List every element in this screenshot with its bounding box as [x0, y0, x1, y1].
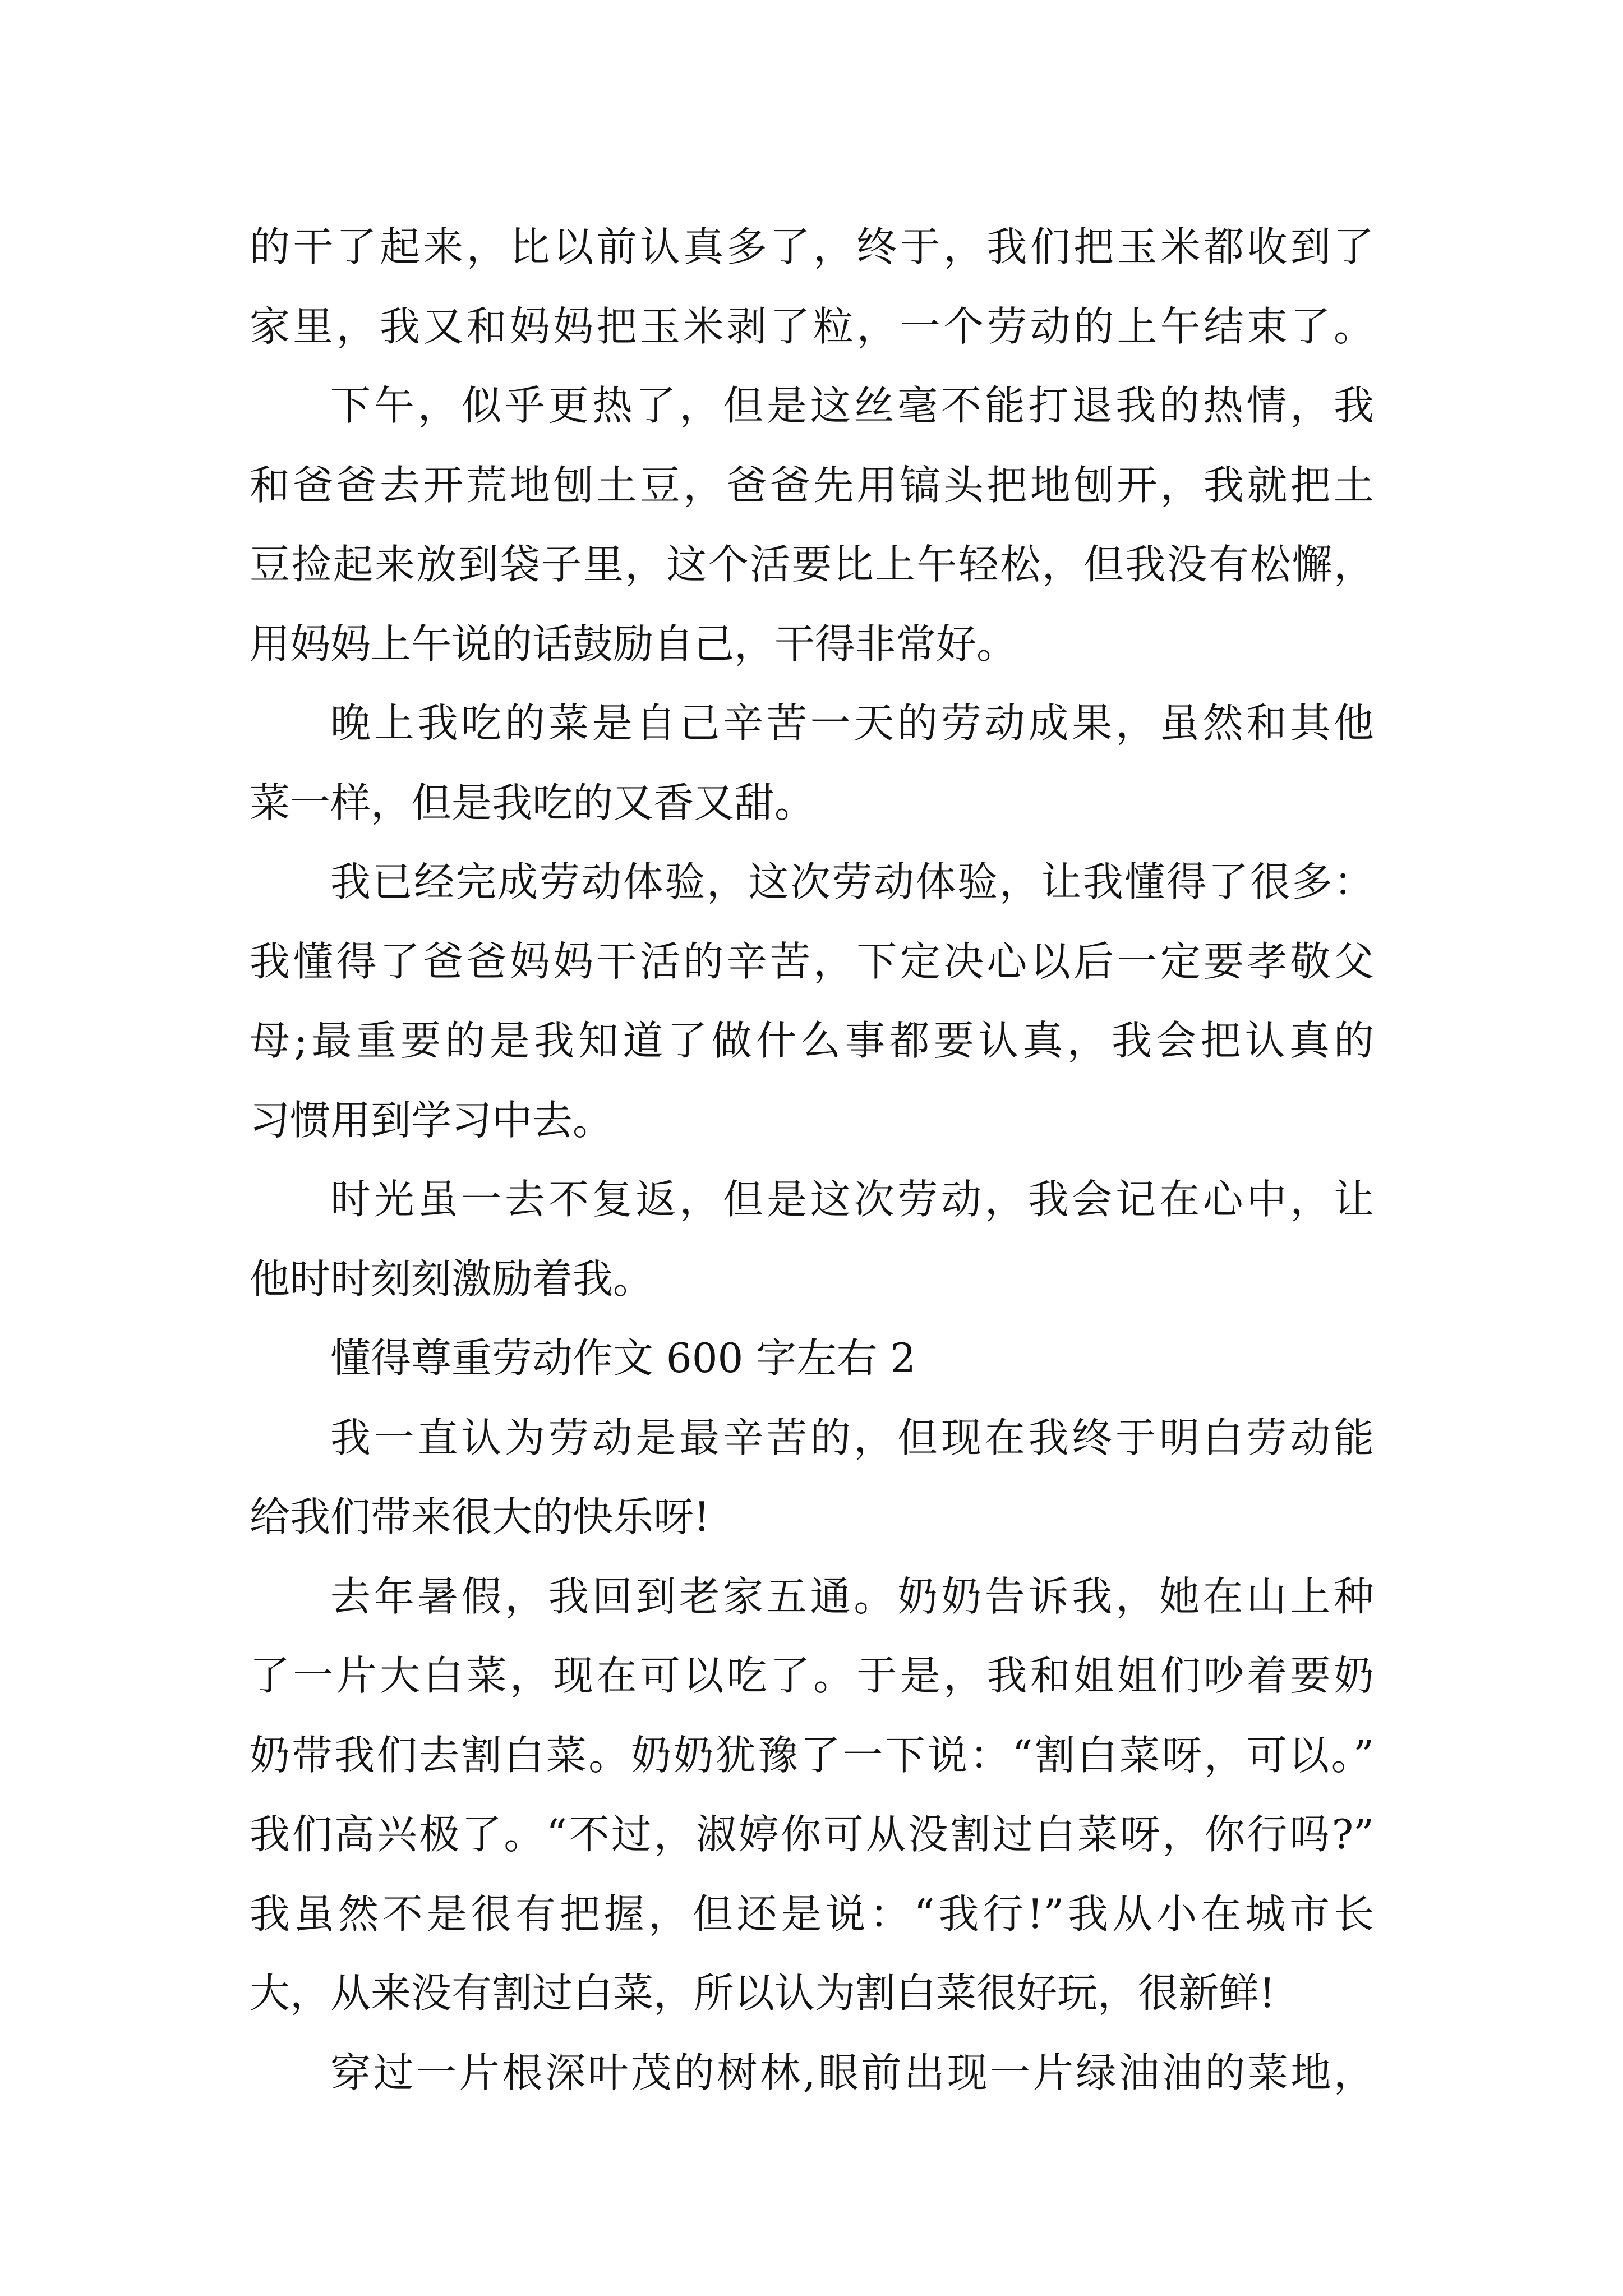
text-line: 给我们带来很大的快乐呀!: [250, 1493, 710, 1540]
text-line: 母;最重要的是我知道了做什么事都要认真，我会把认真的: [250, 1017, 1374, 1064]
text-line: 我们高兴极了。“不过，淑婷你可从没割过白菜呀，你行吗?”: [250, 1811, 1374, 1858]
text-line: 的干了起来，比以前认真多了，终于，我们把玉米都收到了: [250, 223, 1374, 270]
paragraph-start: 我已经完成劳动体验，这次劳动体验，让我懂得了很多：: [330, 858, 1374, 905]
paragraph-start: 穿过一片根深叶茂的树林,眼前出现一片绿油油的菜地，: [330, 2049, 1374, 2096]
paragraph-start: 下午，似乎更热了，但是这丝毫不能打退我的热情，我: [330, 382, 1374, 429]
paragraph-start: 晚上我吃的菜是自己辛苦一天的劳动成果，虽然和其他: [330, 700, 1374, 747]
text-line: 大，从来没有割过白菜，所以认为割白菜很好玩，很新鲜!: [250, 1970, 1275, 2017]
text-line: 了一片大白菜，现在可以吃了。于是，我和姐姐们吵着要奶: [250, 1652, 1374, 1699]
text-line: 我虽然不是很有把握，但还是说：“我行!”我从小在城市长: [250, 1890, 1374, 1938]
text-line: 我懂得了爸爸妈妈干活的辛苦，下定决心以后一定要孝敬父: [250, 937, 1374, 985]
paragraph-start: 我一直认为劳动是最辛苦的，但现在我终于明白劳动能: [330, 1414, 1374, 1461]
text-line: 奶带我们去割白菜。奶奶犹豫了一下说：“割白菜呀，可以。”: [250, 1731, 1374, 1779]
text-line: 和爸爸去开荒地刨土豆，爸爸先用镐头把地刨开，我就把土: [250, 461, 1374, 509]
section-heading: 懂得尊重劳动作文 600 字左右 2: [330, 1335, 916, 1382]
text-line: 豆捡起来放到袋子里，这个活要比上午轻松，但我没有松懈，: [250, 541, 1374, 588]
text-line: 习惯用到学习中去。: [250, 1096, 614, 1144]
paragraph-start: 时光虽一去不复返，但是这次劳动，我会记在心中，让: [330, 1176, 1374, 1223]
text-line: 菜一样，但是我吃的又香又甜。: [250, 779, 815, 826]
paragraph-start: 去年暑假，我回到老家五通。奶奶告诉我，她在山上种: [330, 1572, 1374, 1620]
text-line: 家里，我又和妈妈把玉米剥了粒，一个劳动的上午结束了。: [250, 302, 1374, 350]
document-body: [250, 208, 1374, 2113]
text-line: 他时时刻刻激励着我。: [250, 1255, 654, 1303]
text-line: 用妈妈上午说的话鼓励自己，干得非常好。: [250, 620, 1017, 668]
